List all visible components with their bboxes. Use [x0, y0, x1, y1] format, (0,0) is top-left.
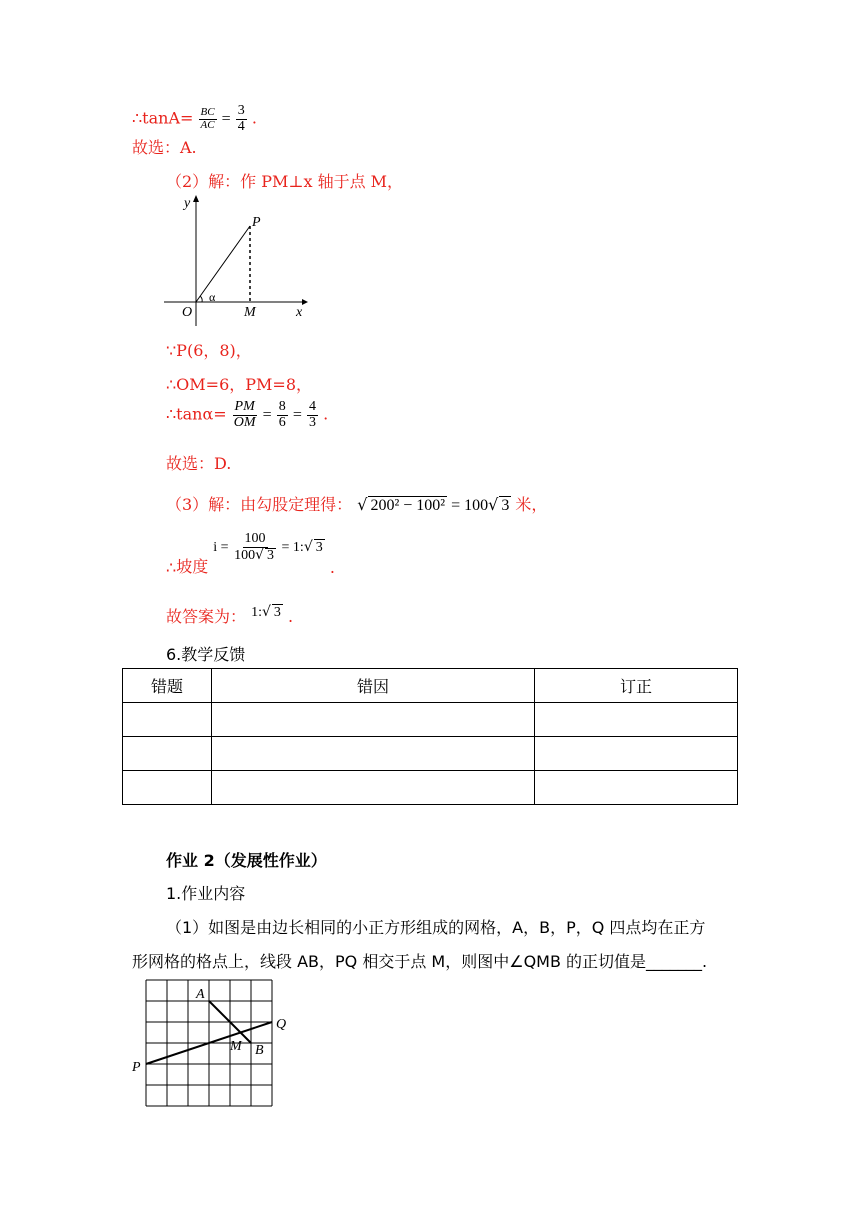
because-p: ∵P(6，8)，: [166, 341, 252, 360]
numerator-4: 4: [308, 399, 316, 414]
segment-op: [196, 226, 250, 302]
denominator-sqrt3: 3: [267, 547, 275, 563]
coordinate-figure: [160, 192, 320, 330]
table-cell[interactable]: [535, 703, 738, 737]
feedback-heading: 6.教学反馈: [166, 645, 246, 664]
grid-figure: [128, 976, 298, 1112]
x-axis-arrow: [302, 299, 308, 305]
answer-period: .: [288, 607, 294, 626]
numerator-bc: BC: [200, 106, 215, 119]
table-cell[interactable]: [212, 703, 535, 737]
table-cell[interactable]: [535, 771, 738, 805]
numerator-pm: PM: [234, 399, 255, 414]
period: .: [329, 558, 335, 577]
therefore-om-pm: ∴OM=6，PM=8，: [166, 375, 313, 394]
numerator-8: 8: [278, 399, 286, 414]
tan-alpha-prefix: ∴tanα=: [166, 404, 227, 424]
table-cell[interactable]: [123, 771, 212, 805]
homework2-title: 作业 2（发展性作业）: [166, 851, 327, 870]
tan-a-line: [132, 104, 257, 134]
table-cell[interactable]: [212, 737, 535, 771]
label-o: O: [182, 305, 193, 320]
sol3-intro: （3）解：由勾股定理得：: [166, 495, 353, 514]
ratio-1: = 1:: [281, 539, 304, 555]
slope-label: 坡度: [176, 557, 209, 576]
equals-sign: =: [221, 110, 231, 128]
table-row: [123, 771, 738, 805]
col-header-wrong-question: 错题: [123, 669, 212, 703]
slope-line: [166, 531, 335, 577]
table-row: [123, 737, 738, 771]
y-axis-arrow: [193, 195, 199, 202]
label-q: Q: [276, 1017, 287, 1032]
denominator-3: 3: [308, 414, 316, 430]
table-header-row: [123, 669, 738, 703]
eq-result: = 100: [451, 497, 489, 514]
question1-line2: 形网格的格点上，线段 AB，PQ 相交于点 M，则图中∠QMB 的正切值是_______.: [132, 952, 708, 971]
answer-line: [166, 604, 293, 627]
label-y: y: [184, 196, 191, 211]
answer-label: 故答案为：: [166, 607, 247, 626]
unit-meter: 米，: [515, 495, 548, 514]
tan-alpha-line: ∴tanα= $\frac{PM}{OM}$ = $\frac{8}{6}$ = $\frac{4}{3}$ .: [166, 399, 329, 430]
label-m: M: [244, 305, 256, 320]
denominator-100: 100: [234, 547, 256, 563]
feedback-table: [122, 668, 738, 805]
col-header-correction: 订正: [535, 669, 738, 703]
sol3-line: [166, 492, 547, 515]
slope-expression: i = $\frac{100}{100√ 3}$ = 1:√ 3: [213, 531, 323, 563]
question1-line1: （1）如图是由边长相同的小正方形组成的网格，A，B，P，Q 四点均在正方: [166, 918, 706, 937]
table-row: [123, 703, 738, 737]
homework2-content-label: 1.作业内容: [166, 884, 246, 903]
label-p: P: [252, 215, 261, 230]
fraction-8-6: [277, 400, 288, 430]
denominator-om: OM: [233, 414, 256, 430]
sqrt-3: 3: [501, 497, 510, 514]
sol2-intro: （2）解：作 PM⊥x 轴于点 M，: [166, 172, 404, 191]
denominator-4: 4: [237, 118, 245, 134]
ratio-sqrt3: 3: [315, 539, 323, 555]
answer-ratio-prefix: 1:: [251, 605, 262, 620]
col-header-error-cause: 错因: [212, 669, 535, 703]
period: .: [323, 404, 329, 424]
table-cell[interactable]: [123, 737, 212, 771]
label-a: A: [196, 987, 205, 1002]
fraction-4-3: [307, 400, 318, 430]
table-cell[interactable]: [535, 737, 738, 771]
sqrt-expression: √ 200² − 100² = 100√ 3: [357, 495, 510, 514]
answer-ratio: 1:√ 3: [251, 604, 281, 620]
fraction-bc-ac: [199, 107, 217, 131]
label-b: B: [255, 1043, 264, 1058]
denominator-ac: AC: [200, 118, 215, 131]
label-alpha: α: [209, 290, 216, 304]
therefore-sign: ∴: [166, 558, 177, 577]
fraction-3-4: [236, 104, 247, 134]
label-p: P: [132, 1060, 141, 1075]
label-x: x: [296, 305, 303, 320]
denominator-6: 6: [278, 414, 286, 430]
period: .: [251, 108, 257, 128]
angle-arc: [200, 296, 202, 302]
label-m: M: [230, 1039, 242, 1054]
numerator-3: 3: [237, 103, 245, 118]
table-cell[interactable]: [123, 703, 212, 737]
answer-sqrt3: 3: [273, 605, 281, 620]
table-cell[interactable]: [212, 771, 535, 805]
numerator-100: 100: [244, 531, 266, 546]
choose-d: 故选：D.: [166, 454, 232, 473]
choose-a: 故选：A.: [132, 138, 197, 157]
fraction-100-100sqrt3: $\frac{100}{100√ 3}$: [234, 531, 275, 563]
tan-a-prefix: ∴tanA=: [132, 108, 194, 128]
fraction-pm-om: [232, 400, 258, 430]
i-equals: i =: [213, 539, 229, 555]
sqrt-radicand: 200² − 100²: [370, 497, 446, 514]
